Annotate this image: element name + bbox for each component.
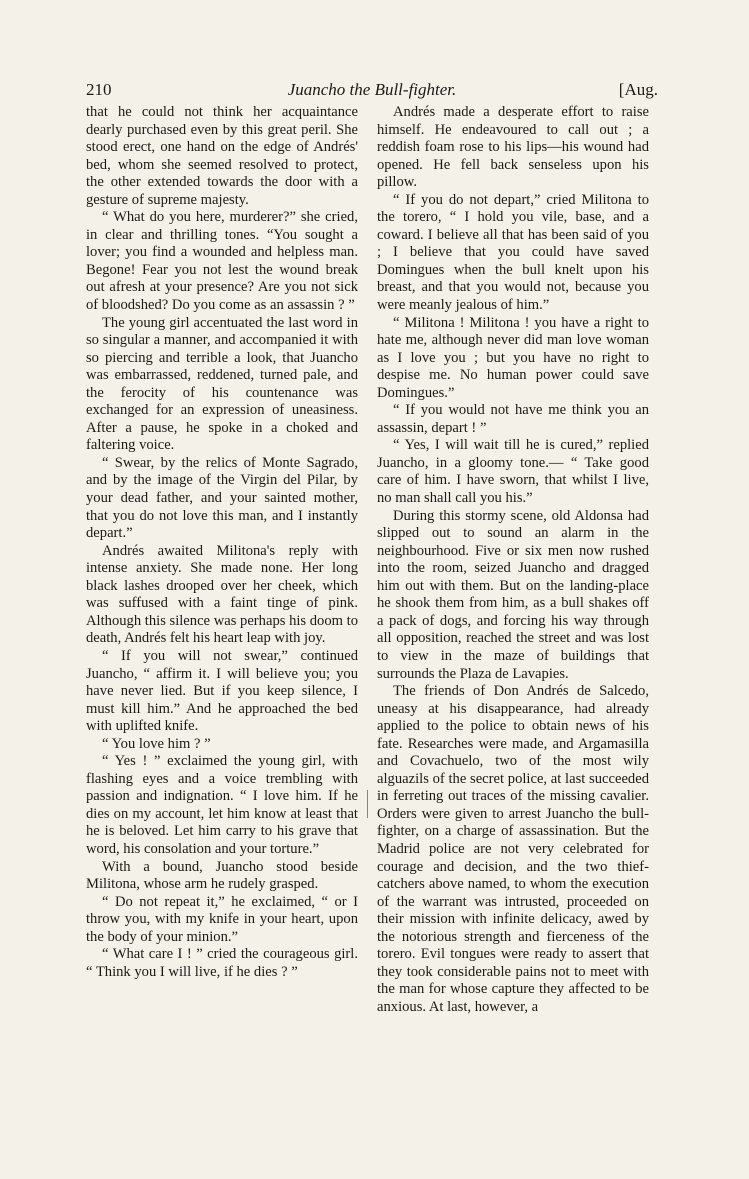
paragraph: “ What care I ! ” cried the courageous girl. “ Think you I will live, if he dies ? ” [86, 946, 358, 980]
paragraph: The young girl accentuated the last word in so singular a manner, and accompanied it with so piercing and terrible a look, that Juancho was embarrassed, reddened, turned pale, and the ferocity of his countenance was exchanged for an expression of uneasiness. After a pause, he spoke in a choked and faltering voice. [86, 314, 358, 454]
column-rule [367, 790, 368, 818]
right-column [377, 104, 649, 1016]
paragraph: “ Yes ! ” exclaimed the young girl, with flashing eyes and a voice trembling with passion and indignation. “ I love him. If he dies on my account, let him know at least that he is beloved. Let him carry to his grave that word, his consolation and your torture.” [86, 753, 358, 857]
left-column [86, 104, 358, 981]
paragraph: “ Swear, by the relics of Monte Sagrado, and by the image of the Virgin del Pilar, by your dead father, and your sainted mother, that you do not love this man, and I instantly depart.” [86, 454, 358, 542]
running-title: Juancho the Bull-fighter. [287, 80, 457, 99]
page-header [86, 80, 658, 106]
paragraph: “ What do you here, murderer?” she cried, in clear and thrilling tones. “You sought a lover; you find a wounded and helpless man. Begone! Fear you not lest the wound break out afresh at your presence? Are you not sick of bloodshed? Do you come as an assassin ? ” [86, 209, 358, 314]
paragraph: “ Do not repeat it,” he exclaimed, “ or I throw you, with my knife in your heart, upon the body of your minion.” [86, 893, 358, 945]
paragraph: With a bound, Juancho stood beside Militona, whose arm he rudely grasped. [86, 858, 358, 893]
issue-month: [Aug. [618, 80, 658, 99]
paragraph: “ Yes, I will wait till he is cured,” replied Juancho, in a gloomy tone.— “ Take good care of him. I have sworn, that whilst I live, no man shall call you his.” [377, 437, 649, 507]
paragraph: The friends of Don Andrés de Salcedo, uneasy at his disappearance, had already applied to the police to obtain news of his fate. Researches were made, and Argamasilla and Covachuelo, two of the most wily alguazils of the secret police, at last succeeded in ferreting out traces of the missing cavalier. Orders were given to arrest Juancho the bull-fighter, on a charge of assassination. But the Madrid police are not very celebrated for courage and decision, and the two thief-catchers above named, to whom the execution of the warrant was intrusted, proceeded on their mission with infinite delicacy, awed by the notorious strength and fierceness of the torero. Evil tongues were ready to assert that they took considerable pains not to meet with the man for whose capture they affected to be anxious. At last, however, a [377, 683, 649, 1015]
paragraph: Andrés awaited Militona's reply with intense anxiety. She made none. Her long black lashes drooped over her cheek, which was suffused with a faint tinge of pink. Although this silence was perhaps his doom to death, Andrés felt his heart leap with joy. [86, 542, 358, 647]
paragraph: “ Militona ! Militona ! you have a right to hate me, although never did man love woman as I love you ; but you have no right to despise me. No human power could save Domingues.” [377, 314, 649, 401]
paragraph: “ You love him ? ” [102, 735, 211, 752]
paragraph: Andrés made a desperate effort to raise himself. He endeavoured to call out ; a reddish foam rose to his lips—his wound had opened. He fell back senseless upon his pillow. [377, 104, 649, 191]
paragraph: “ If you will not swear,” continued Juancho, “ affirm it. I will believe you; you have never lied. But if you keep silence, I must kill him.” And he approached the bed with uplifted knife. [86, 647, 358, 735]
page-number: 210 [86, 80, 112, 99]
paragraph: During this stormy scene, old Aldonsa had slipped out to sound an alarm in the neighbourhood. Five or six men now rushed into the room, seized Juancho and dragged him out with them. But on the landing-place he shook them from him, as a bull shakes off a pack of dogs, and forcing his way through all opposition, reached the street and was lost to view in the maze of buildings that surrounds the Plaza de Lavapies. [377, 507, 649, 682]
paragraph: “ If you do not depart,” cried Militona to the torero, “ I hold you vile, base, and a coward. I believe all that has been said of you ; I believe that you could have saved Domingues when the bull knelt upon his breast, and that you would not, because you were meanly jealous of him.” [377, 191, 649, 314]
paragraph: “ If you would not have me think you an assassin, depart ! ” [377, 402, 649, 436]
paragraph: that he could not think her acquaintance dearly purchased even by this great peril. She stood erect, one hand on the edge of Andrés' bed, whom she seemed resolved to protect, the other extended towards the door with a gesture of supreme majesty. [86, 104, 358, 208]
